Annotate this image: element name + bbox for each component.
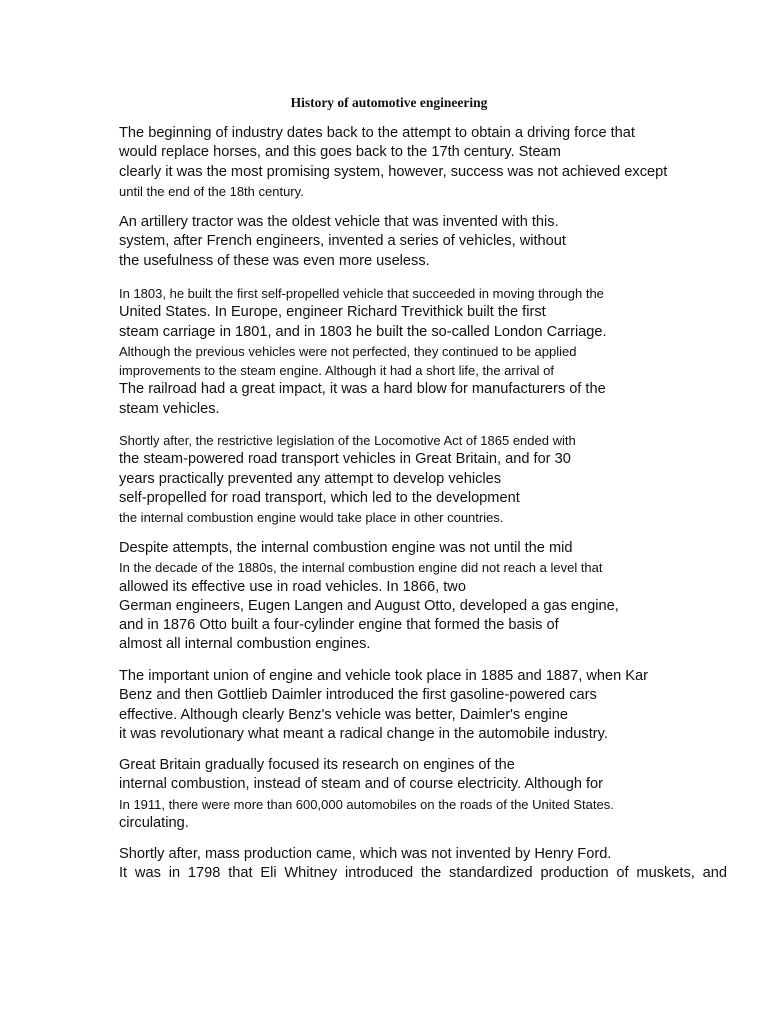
paragraph-2 bbox=[119, 213, 739, 271]
paragraph-3 bbox=[119, 284, 739, 419]
paragraph-1 bbox=[119, 124, 739, 201]
text-line: steam carriage in 1801, and in 1803 he built the so-called London Carriage. bbox=[119, 323, 607, 340]
text-line: the steam-powered road transport vehicles in Great Britain, and for 30 bbox=[119, 451, 571, 468]
text-line: allowed its effective use in road vehicles. In 1866, two bbox=[119, 578, 466, 595]
text-line: the usefulness of these was even more useless. bbox=[119, 252, 430, 269]
text-line: effective. Although clearly Benz's vehicle was better, Daimler's engine bbox=[119, 706, 569, 723]
text-line: It was in 1798 that Eli Whitney introduced the standardized production of muskets, and bbox=[119, 865, 727, 882]
document-title: History of automotive engineering bbox=[290, 95, 488, 110]
text-line: it was revolutionary what meant a radical change in the automobile industry. bbox=[119, 725, 608, 742]
text-line: improvements to the steam engine. Although it had a short life, the arrival of bbox=[119, 363, 555, 379]
text-line: In the decade of the 1880s, the internal combustion engine did not reach a level that bbox=[119, 560, 603, 576]
text-line: the internal combustion engine would take place in other countries. bbox=[119, 510, 504, 526]
paragraph-5 bbox=[119, 539, 739, 655]
text-line: German engineers, Eugen Langen and August Otto, developed a gas engine, bbox=[119, 597, 619, 614]
text-line: The important union of engine and vehicle took place in 1885 and 1887, when Kar bbox=[119, 668, 648, 684]
text-line: steam vehicles. bbox=[119, 400, 220, 417]
text-line: clearly it was the most promising system, however, success was not achieved except bbox=[119, 163, 668, 180]
text-line: until the end of the 18th century. bbox=[119, 183, 304, 199]
text-line: An artillery tractor was the oldest vehicle that was invented with this. bbox=[119, 214, 559, 230]
text-line: Great Britain gradually focused its research on engines of the bbox=[119, 757, 515, 773]
text-line: internal combustion, instead of steam and of course electricity. Although for bbox=[119, 776, 604, 793]
text-line: In 1803, he built the first self-propelled vehicle that succeeded in moving through the bbox=[119, 286, 604, 301]
text-line: and in 1876 Otto built a four-cylinder engine that formed the basis of bbox=[119, 617, 559, 634]
text-line: Shortly after, the restrictive legislation of the Locomotive Act of 1865 ended with bbox=[119, 433, 576, 448]
text-line: The beginning of industry dates back to the attempt to obtain a driving force that bbox=[119, 125, 635, 141]
text-line: self-propelled for road transport, which led to the development bbox=[119, 489, 520, 506]
text-line: years practically prevented any attempt to develop vehicles bbox=[119, 470, 502, 487]
text-line: would replace horses, and this goes back to the 17th century. Steam bbox=[119, 144, 561, 161]
text-line: almost all internal combustion engines. bbox=[119, 636, 371, 653]
text-line: United States. In Europe, engineer Richard Trevithick built the first bbox=[119, 304, 546, 321]
text-line: Benz and then Gottlieb Daimler introduced the first gasoline-powered cars bbox=[119, 687, 597, 704]
text-line: Although the previous vehicles were not perfected, they continued to be applied bbox=[119, 343, 577, 359]
paragraph-8 bbox=[119, 845, 739, 884]
paragraph-7 bbox=[119, 756, 739, 833]
text-line: Despite attempts, the internal combustion engine was not until the mid bbox=[119, 540, 573, 556]
paragraph-6 bbox=[119, 667, 739, 744]
text-line: system, after French engineers, invented a series of vehicles, without bbox=[119, 233, 566, 250]
text-line: The railroad had a great impact, it was a hard blow for manufacturers of the bbox=[119, 381, 606, 398]
paragraph-4 bbox=[119, 431, 739, 527]
text-line: circulating. bbox=[119, 814, 189, 831]
text-line: Shortly after, mass production came, which was not invented by Henry Ford. bbox=[119, 846, 612, 862]
text-line: In 1911, there were more than 600,000 automobiles on the roads of the United States. bbox=[119, 796, 614, 812]
